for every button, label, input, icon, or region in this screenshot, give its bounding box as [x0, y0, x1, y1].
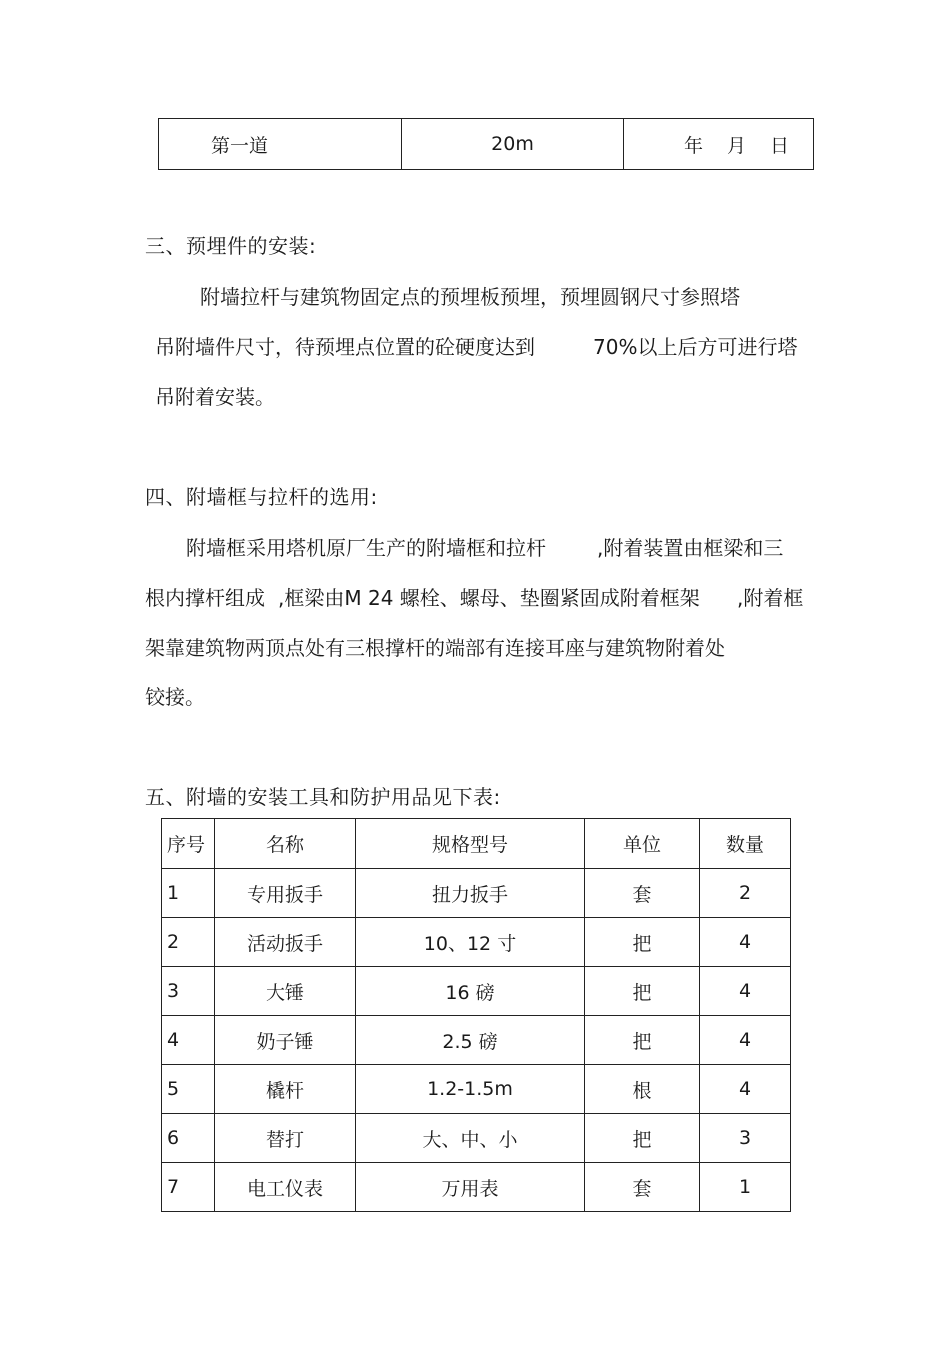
row-name: 活动扳手 — [215, 918, 356, 967]
row-quantity: 4 — [700, 918, 791, 967]
section4-line-2c: ,附着框 — [737, 586, 804, 610]
row-quantity: 4 — [700, 1016, 791, 1065]
row-unit: 套 — [585, 1163, 700, 1212]
row-unit: 把 — [585, 1114, 700, 1163]
header-index: 序号 — [162, 819, 215, 869]
table-row — [162, 1114, 791, 1163]
row-index: 3 — [162, 967, 215, 1016]
row-quantity: 4 — [700, 967, 791, 1016]
row-name: 橇杆 — [215, 1065, 356, 1114]
row-index: 2 — [162, 918, 215, 967]
tie-level-cell: 第一道 — [159, 119, 402, 170]
row-unit: 根 — [585, 1065, 700, 1114]
table-header-row — [162, 819, 791, 869]
row-spec: 大、中、小 — [356, 1114, 585, 1163]
date-year: 年 — [683, 134, 703, 157]
row-quantity: 1 — [700, 1163, 791, 1212]
header-quantity: 数量 — [700, 819, 791, 869]
table-row — [162, 1163, 791, 1212]
section5-heading: 五、附墙的安装工具和防护用品见下表: — [145, 785, 501, 809]
date-day: 日 — [769, 134, 789, 157]
row-spec: 1.2-1.5m — [356, 1065, 585, 1114]
row-index: 4 — [162, 1016, 215, 1065]
section4-line-3: 架靠建筑物两顶点处有三根撑杆的端部有连接耳座与建筑物附着处 — [145, 636, 725, 660]
table-row — [162, 1065, 791, 1114]
table-row — [162, 869, 791, 918]
section4-line-1b: ,附着装置由框梁和三 — [597, 536, 784, 560]
row-name: 奶子锤 — [215, 1016, 356, 1065]
date-month: 月 — [726, 134, 746, 157]
header-spec: 规格型号 — [356, 819, 585, 869]
row-quantity: 3 — [700, 1114, 791, 1163]
row-spec: 10、12 寸 — [356, 918, 585, 967]
row-name: 替打 — [215, 1114, 356, 1163]
row-quantity: 2 — [700, 869, 791, 918]
table-row — [159, 119, 814, 170]
row-name: 专用扳手 — [215, 869, 356, 918]
date-cell — [624, 119, 814, 170]
row-index: 6 — [162, 1114, 215, 1163]
table-row — [162, 967, 791, 1016]
row-unit: 把 — [585, 967, 700, 1016]
section3-heading: 三、预埋件的安装: — [145, 234, 317, 258]
row-unit: 套 — [585, 869, 700, 918]
row-name: 大锤 — [215, 967, 356, 1016]
section3-line-2b: 70%以上后方可进行塔 — [593, 335, 798, 359]
row-index: 5 — [162, 1065, 215, 1114]
table-row — [162, 1016, 791, 1065]
installation-schedule-table — [158, 118, 814, 170]
row-spec: 2.5 磅 — [356, 1016, 585, 1065]
row-unit: 把 — [585, 918, 700, 967]
row-name: 电工仪表 — [215, 1163, 356, 1212]
section3-line-2a: 吊附墙件尺寸，待预埋点位置的砼硬度达到 — [155, 335, 535, 359]
section3-line-1: 附墙拉杆与建筑物固定点的预埋板预埋，预埋圆钢尺寸参照塔 — [200, 285, 740, 309]
header-name: 名称 — [215, 819, 356, 869]
header-unit: 单位 — [585, 819, 700, 869]
table-row — [162, 918, 791, 967]
height-cell: 20m — [402, 119, 624, 170]
section4-line-4: 铰接。 — [145, 685, 205, 709]
section4-line-2a: 根内撑杆组成 — [145, 586, 265, 610]
section4-line-1a: 附墙框采用塔机原厂生产的附墙框和拉杆 — [186, 536, 546, 560]
tools-table — [161, 818, 791, 1212]
row-spec: 扭力扳手 — [356, 869, 585, 918]
row-unit: 把 — [585, 1016, 700, 1065]
row-index: 7 — [162, 1163, 215, 1212]
row-quantity: 4 — [700, 1065, 791, 1114]
section4-line-2b: ,框梁由M 24 螺栓、螺母、垫圈紧固成附着框架 — [278, 586, 700, 610]
section3-line-3: 吊附着安装。 — [155, 385, 275, 409]
section4-heading: 四、附墙框与拉杆的选用: — [145, 485, 378, 509]
row-index: 1 — [162, 869, 215, 918]
row-spec: 万用表 — [356, 1163, 585, 1212]
row-spec: 16 磅 — [356, 967, 585, 1016]
